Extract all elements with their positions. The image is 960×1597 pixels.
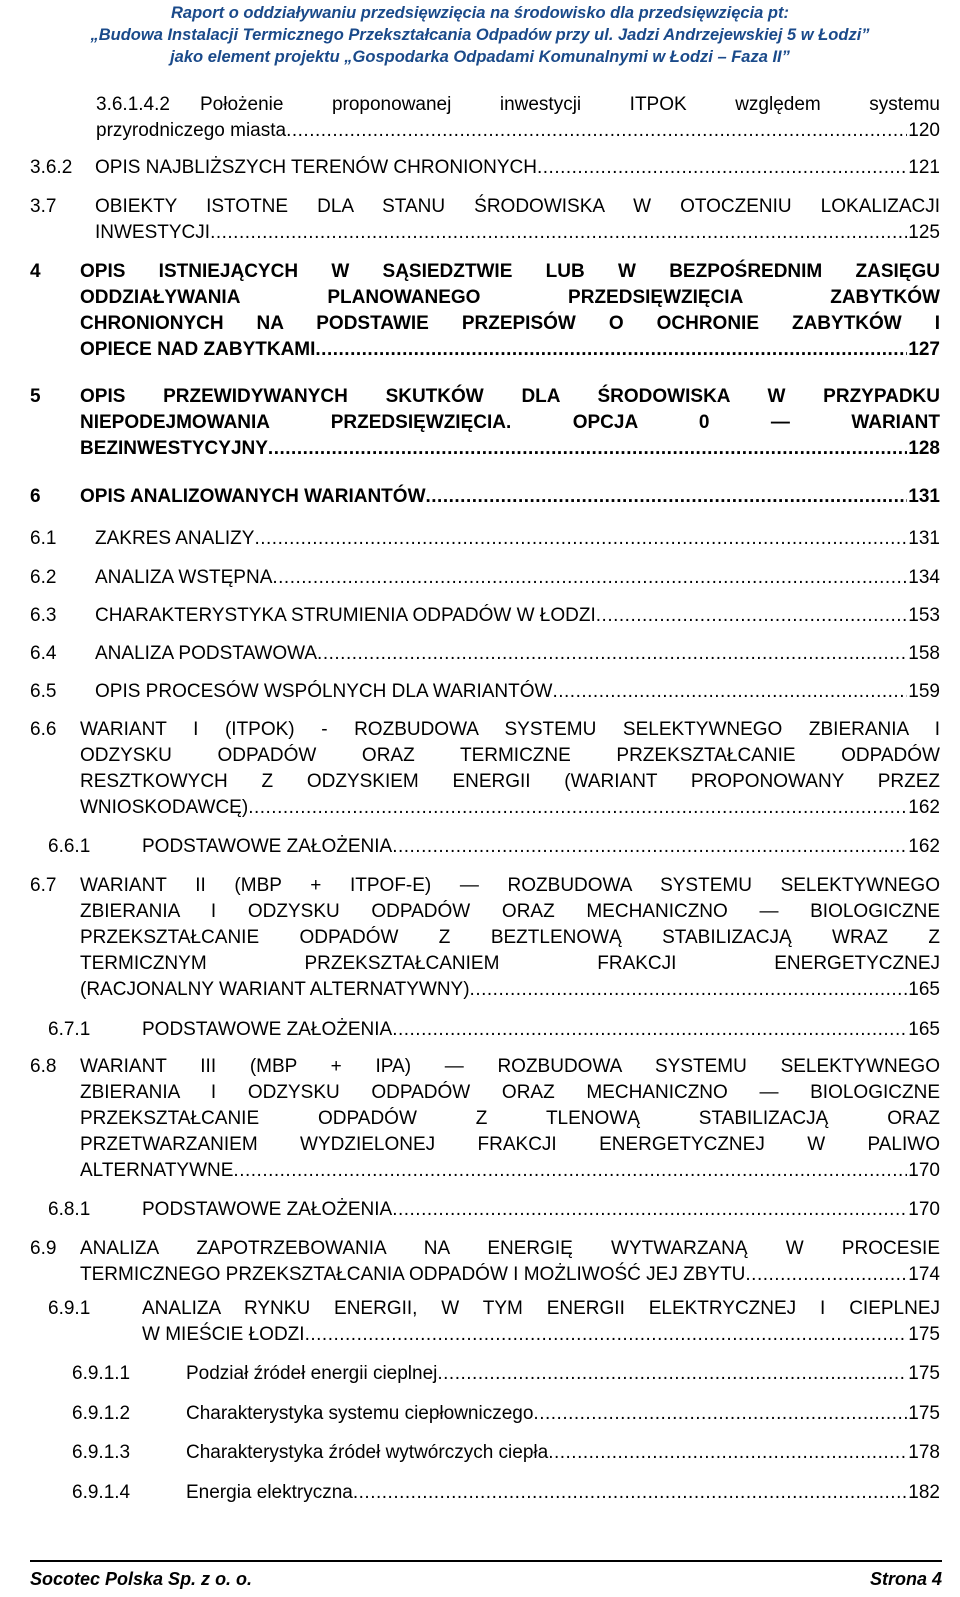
toc-entry-title-line: ODZYSKU ODPADÓW ORAZ TERMICZNE PRZEKSZTAŁCANIE ODPADÓW <box>80 745 940 766</box>
toc-entry-title: PODSTAWOWE ZAŁOŻENIA <box>142 836 393 857</box>
toc-entry-title: przyrodniczego miasta <box>96 120 287 141</box>
toc-entry-number: 6.8.1 <box>48 1199 91 1220</box>
toc-entry-title-line: PRZEKSZTAŁCANIE ODPADÓW Z TLENOWĄ STABILIZACJĄ ORAZ <box>80 1108 940 1129</box>
toc-page-number: 120 <box>908 120 940 141</box>
toc-dot-leader <box>426 484 908 510</box>
toc-entry-title: ALTERNATYWNE <box>80 1160 234 1181</box>
toc-entry-title-line: TERMICZNYM PRZEKSZTAŁCANIEM FRAKCJI ENERGETYCZNEJ <box>80 953 940 974</box>
toc-page-number: 170 <box>908 1160 940 1181</box>
toc-dot-leader <box>470 977 908 1003</box>
toc-entry-title: Energia elektryczna <box>186 1482 353 1503</box>
toc-entry-title: PODSTAWOWE ZAŁOŻENIA <box>142 1199 393 1220</box>
toc-entry-number: 6.4 <box>30 643 57 664</box>
toc-entry-number: 6 <box>30 486 41 507</box>
toc-entry-title-line: OBIEKTY ISTOTNE DLA STANU ŚRODOWISKA W OTOCZENIU LOKALIZACJI <box>95 196 940 217</box>
toc-dot-leader <box>596 603 908 629</box>
toc-page-number: 178 <box>908 1442 940 1463</box>
toc-entry-title-line: WARIANT I (ITPOK) - ROZBUDOWA SYSTEMU SELEKTYWNEGO ZBIERANIA I <box>80 719 940 740</box>
toc-dot-leader <box>353 1480 907 1506</box>
toc-entry-title: PODSTAWOWE ZAŁOŻENIA <box>142 1019 393 1040</box>
toc-entry-title-line: OPIS PRZEWIDYWANYCH SKUTKÓW DLA ŚRODOWISKA W PRZYPADKU <box>80 386 940 407</box>
toc-dot-leader <box>437 1361 907 1387</box>
toc-dot-leader <box>533 1401 907 1427</box>
toc-page-number: 170 <box>908 1199 940 1220</box>
toc-page-number: 131 <box>908 486 940 507</box>
toc-entry-number: 4 <box>30 261 41 282</box>
toc-entry-number: 6.5 <box>30 681 57 702</box>
toc-entry-number: 6.9 <box>30 1238 57 1259</box>
toc-entry-title: Podział źródeł energii cieplnej <box>186 1363 438 1384</box>
document-header <box>0 0 960 71</box>
toc-entry-title-line: ANALIZA RYNKU ENERGII, W TYM ENERGII ELEKTRYCZNEJ I CIEPLNEJ <box>142 1298 940 1319</box>
footer-company: Socotec Polska Sp. z o. o. <box>30 1569 253 1589</box>
toc-entry-number: 6.1 <box>30 528 57 549</box>
toc-entry-number: 5 <box>30 386 41 407</box>
toc-page-number: 125 <box>908 222 940 243</box>
toc-entry-title: W MIEŚCIE ŁODZI <box>142 1324 305 1345</box>
toc-page-number: 158 <box>908 643 940 664</box>
toc-entry-number: 6.6 <box>30 719 57 740</box>
toc-page-number: 165 <box>908 979 940 1000</box>
toc-entry-title: ANALIZA PODSTAWOWA <box>95 643 318 664</box>
toc-entry-number: 6.6.1 <box>48 836 91 857</box>
toc-dot-leader <box>392 1197 907 1223</box>
footer-divider <box>30 1560 942 1562</box>
toc-page-number: 162 <box>908 797 940 818</box>
toc-entry-number: 3.6.1.4.2 <box>96 94 170 115</box>
toc-dot-leader <box>315 337 907 363</box>
toc-entry-title-line: CHRONIONYCH NA PODSTAWIE PRZEPISÓW O OCHRONIE ZABYTKÓW I <box>80 313 940 334</box>
toc-entry-title-line: ODDZIAŁYWANIA PLANOWANEGO PRZEDSIĘWZIĘCIA ZABYTKÓW <box>80 287 940 308</box>
header-line-3: jako element projektu „Gospodarka Odpadami Komunalnymi w Łodzi – Faza II” <box>170 48 790 66</box>
toc-entry-title: Charakterystyka systemu ciepłowniczego <box>186 1403 534 1424</box>
toc-entry-title: CHARAKTERYSTYKA STRUMIENIA ODPADÓW W ŁODZI <box>95 605 596 626</box>
toc-dot-leader <box>552 679 907 705</box>
toc-entry-title-line: ZBIERANIA I ODZYSKU ODPADÓW ORAZ MECHANICZNO — BIOLOGICZNE <box>80 901 940 922</box>
toc-page-number: 127 <box>908 339 940 360</box>
toc-page-number: 128 <box>908 438 940 459</box>
toc-dot-leader <box>286 118 907 144</box>
toc-dot-leader <box>248 795 907 821</box>
toc-dot-leader <box>272 565 907 591</box>
toc-dot-leader <box>548 1440 907 1466</box>
toc-entry-title-line: NIEPODEJMOWANIA PRZEDSIĘWZIĘCIA. OPCJA 0 — WARIANT <box>80 412 940 433</box>
footer-page-number: Strona 4 <box>869 1569 942 1589</box>
toc-dot-leader <box>210 220 907 246</box>
toc-dot-leader <box>392 1017 907 1043</box>
toc-entry-title: OPIS PROCESÓW WSPÓLNYCH DLA WARIANTÓW <box>95 681 553 702</box>
toc-entry-title-line: PRZEKSZTAŁCANIE ODPADÓW Z BEZTLENOWĄ STABILIZACJĄ WRAZ Z <box>80 927 940 948</box>
toc-entry-number: 6.2 <box>30 567 57 588</box>
toc-entry-title-line: RESZTKOWYCH Z ODZYSKIEM ENERGII (WARIANT PROPONOWANY PRZEZ <box>80 771 940 792</box>
toc-entry-title-line: WARIANT II (MBP + ITPOF-E) — ROZBUDOWA SYSTEMU SELEKTYWNEGO <box>80 875 940 896</box>
toc-page-number: 175 <box>908 1324 940 1345</box>
toc-entry-title-line: WARIANT III (MBP + IPA) — ROZBUDOWA SYSTEMU SELEKTYWNEGO <box>80 1056 940 1077</box>
toc-entry-title-line: OPIS ISTNIEJĄCYCH W SĄSIEDZTWIE LUB W BEZPOŚREDNIM ZASIĘGU <box>80 261 940 282</box>
toc-entry-number: 6.7 <box>30 875 57 896</box>
toc-page-number: 175 <box>908 1403 940 1424</box>
toc-page-number: 182 <box>908 1482 940 1503</box>
toc-entry-title-line: ZBIERANIA I ODZYSKU ODPADÓW ORAZ MECHANICZNO — BIOLOGICZNE <box>80 1082 940 1103</box>
toc-entry-number: 6.9.1 <box>48 1298 91 1319</box>
toc-entry-title: BEZINWESTYCYJNY <box>80 438 268 459</box>
toc-entry-title: ANALIZA WSTĘPNA <box>95 567 273 588</box>
toc-page-number: 162 <box>908 836 940 857</box>
toc-entry-title: OPIS ANALIZOWANYCH WARIANTÓW <box>80 486 426 507</box>
toc-entry-number: 6.7.1 <box>48 1019 91 1040</box>
toc-page-number: 153 <box>908 605 940 626</box>
toc-dot-leader <box>268 436 907 462</box>
toc-entry-title: OPIS NAJBLIŻSZYCH TERENÓW CHRONIONYCH <box>95 157 537 178</box>
toc-page-number: 174 <box>908 1264 940 1285</box>
toc-entry-title: Charakterystyka źródeł wytwórczych ciepła <box>186 1442 549 1463</box>
toc-entry-number: 6.3 <box>30 605 57 626</box>
toc-entry-title: TERMICZNEGO PRZEKSZTAŁCANIA ODPADÓW I MOŻLIWOŚĆ JEJ ZBYTU <box>80 1264 746 1285</box>
toc-dot-leader <box>305 1322 908 1348</box>
toc-entry-title: WNIOSKODAWCĘ) <box>80 797 249 818</box>
toc-dot-leader <box>233 1158 907 1184</box>
toc-entry-number: 6.9.1.2 <box>72 1403 131 1424</box>
toc-entry-number: 6.8 <box>30 1056 57 1077</box>
header-line-1: Raport o oddziaływaniu przedsięwzięcia na środowisko dla przedsięwzięcia pt: <box>171 4 789 22</box>
toc-dot-leader <box>392 834 907 860</box>
toc-entry-title: OPIECE NAD ZABYTKAMI <box>80 339 316 360</box>
toc-entry-title-line: Położenie proponowanej inwestycji ITPOK względem systemu <box>200 94 940 115</box>
header-line-2: „Budowa Instalacji Termicznego Przekształcania Odpadów przy ul. Jadzi Andrzejewskiej 5 w Łodzi” <box>90 26 870 44</box>
toc-entry-title: (RACJONALNY WARIANT ALTERNATYWNY) <box>80 979 470 1000</box>
toc-entry-title: INWESTYCJI <box>95 222 211 243</box>
toc-dot-leader <box>745 1262 907 1288</box>
toc-dot-leader <box>254 526 907 552</box>
toc-entry-number: 6.9.1.1 <box>72 1363 131 1384</box>
toc-entry-number: 3.6.2 <box>30 157 73 178</box>
toc-page-number: 175 <box>908 1363 940 1384</box>
toc-page-number: 165 <box>908 1019 940 1040</box>
toc-dot-leader <box>537 155 907 181</box>
toc-entry-title-line: ANALIZA ZAPOTRZEBOWANIA NA ENERGIĘ WYTWARZANĄ W PROCESIE <box>80 1238 940 1259</box>
toc-page-number: 121 <box>908 157 940 178</box>
toc-entry-number: 6.9.1.4 <box>72 1482 131 1503</box>
toc-entry-number: 3.7 <box>30 196 57 217</box>
toc-entry-title: ZAKRES ANALIZY <box>95 528 255 549</box>
toc-dot-leader <box>317 641 907 667</box>
toc-page-number: 131 <box>908 528 940 549</box>
toc-entry-title-line: PRZETWARZANIEM WYDZIELONEJ FRAKCJI ENERGETYCZNEJ W PALIWO <box>80 1134 940 1155</box>
toc-page-number: 134 <box>908 567 940 588</box>
toc-entry-number: 6.9.1.3 <box>72 1442 131 1463</box>
toc-page-number: 159 <box>908 681 940 702</box>
